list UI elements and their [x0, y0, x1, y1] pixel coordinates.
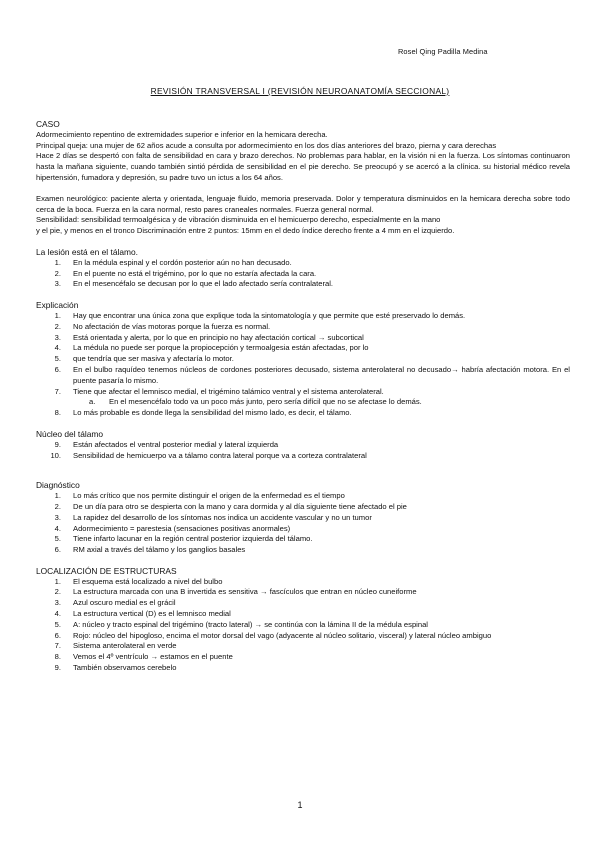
- section-heading-diagnostico: Diagnóstico: [36, 480, 80, 491]
- examen-paragraph: Examen neurológico: paciente alerta y orientada, lenguaje fluido, memoria preservada. Dolor y temperatura disminuidos en la hemicara derecha sobre todo cerca de la boca. Fuerza en la cara normal, resto pares craneales normales. Fuerza general normal.: [36, 193, 570, 214]
- caso-line-1: Adormecimiento repentino de extremidades superior e inferior en la hemicara derecha.: [36, 129, 328, 139]
- list-item: 5. que tendría que ser masiva y afectaría lo motor.: [54, 354, 234, 364]
- caso-line-3: Hace 2 días se despertó con falta de sensibilidad en cara y brazo derechos. No problemas para hablar, en la visión ni en la fuerza. Los síntomas continuaron hasta la mañana siguiente, cuando también sintió pérdida de sensibilidad en el pie derecho. Se preocupó y se acercó a la clínica. su historial médico revela hipertensión, fumadora y depresión, su padre tuvo un ictus a los 64 años.: [36, 151, 570, 182]
- list-item: 9. Están afectados el ventral posterior medial y lateral izquierda: [54, 439, 279, 449]
- list-item: 7. Sistema anterolateral en verde: [54, 641, 177, 651]
- list-item: 4. La estructura vertical (D) es el lemnisco medial: [54, 609, 231, 619]
- list-item: 4. Adormecimiento = parestesia (sensaciones positivas anormales): [54, 523, 291, 533]
- list-item: 5. A: núcleo y tracto espinal del trigémino (tracto lateral) → se continúa con la lámina II de la médula espinal: [54, 619, 428, 629]
- list-item: 3. Está orientada y alerta, por lo que en principio no hay afectación cortical → subcortical: [54, 332, 364, 342]
- document-title: REVISIÓN TRANSVERSAL I (REVISIÓN NEUROANATOMÍA SECCIONAL): [150, 86, 450, 96]
- localizacion-list: [36, 577, 570, 674]
- section-heading-localizacion: LOCALIZACIÓN DE ESTRUCTURAS: [36, 565, 177, 576]
- list-item: 8. Vemos el 4º ventrículo → estamos en el puente: [54, 652, 233, 662]
- section-heading-lesion: La lesión está en el tálamo.: [36, 246, 138, 257]
- list-item: 10. Sensibilidad de hemicuerpo va a tálamo contra lateral porque va a corteza contralateral: [50, 450, 367, 460]
- list-item: 7. Tiene que afectar el lemnisco medial, el trigémino talámico ventral y el sistema anterolateral.: [54, 386, 384, 396]
- list-item: 2. No afectación de vías motoras porque la fuerza es normal.: [54, 321, 271, 331]
- list-item: 3. La rapidez del desarrollo de los síntomas nos indica un accidente vascular y no un tumor: [54, 512, 372, 522]
- list-item: 3. Azul oscuro medial es el grácil: [54, 598, 176, 608]
- list-item: 9. También observamos cerebelo: [54, 663, 177, 673]
- list-item: 3. En el mesencéfalo se decusan por lo que el lado afectado sería contralateral.: [54, 279, 334, 289]
- sensibilidad-line: Sensibilidad: sensibilidad termoalgésica y de vibración disminuida en el hemicuerpo derecho, especialmente en la mano: [36, 215, 441, 225]
- list-item: 2. De un día para otro se despierta con la mano y cara dormida y al día siguiente tiene afectado el pie: [54, 501, 407, 511]
- nucleo-list: [36, 440, 570, 462]
- list-item: 6. RM axial a través del tálamo y los ganglios basales: [54, 545, 246, 555]
- list-item: 1. En la médula espinal y el cordón posterior aún no han decusado.: [54, 257, 292, 267]
- diagnostico-list: [36, 491, 570, 556]
- caso-line-2: Principal queja: una mujer de 62 años acude a consulta por adormecimiento en los dos días anteriores del brazo, pierna y cara derechas: [36, 140, 497, 150]
- document-body: [36, 119, 570, 674]
- author-name: Rosel Qing Padilla Medina: [398, 47, 488, 56]
- list-item: 4. La médula no puede ser porque la propiocepción y termoalgesia están afectadas, por lo: [54, 343, 369, 353]
- section-heading-caso: CASO: [36, 119, 60, 129]
- list-item: 1. Hay que encontrar una única zona que explique toda la sintomatología y que permite que esté preservado lo demás.: [54, 310, 466, 320]
- list-item: 1. El esquema está localizado a nivel del bulbo: [54, 576, 223, 586]
- list-subitem: a. En el mesencéfalo todo va un poco más junto, pero sería difícil que no se afectase lo demás.: [89, 397, 422, 407]
- list-item: 6. Rojo: núcleo del hipogloso, encima el motor dorsal del vago (adyacente al núcleo solitario, visceral) y lateral núcleo ambiguo: [54, 630, 492, 640]
- list-item: 2. En el puente no está el trigémino, por lo que no estaría afectada la cara.: [54, 268, 317, 278]
- list-item: 8. Lo más probable es donde llega la sensibilidad del mismo lado, es decir, el tálamo.: [54, 408, 352, 418]
- list-item: 2. La estructura marcada con una B invertida es sensitiva → fascículos que entran en núcleo cuneiforme: [54, 587, 417, 597]
- list-item: 1. Lo más crítico que nos permite distinguir el origen de la enfermedad es el tiempo: [54, 491, 345, 501]
- list-item: 5. Tiene infarto lacunar en la región central posterior izquierda del tálamo.: [54, 534, 313, 544]
- discriminacion-line: y el pie, y menos en el tronco Discriminación entre 2 puntos: 15mm en el dedo índice derecho frente a 4 mm en el izquierdo.: [36, 226, 455, 236]
- page-number: 1: [297, 800, 303, 810]
- explicacion-list: [36, 311, 570, 419]
- section-heading-explicacion: Explicación: [36, 300, 79, 311]
- lesion-list: [36, 258, 570, 290]
- section-heading-nucleo: Núcleo del tálamo: [36, 428, 104, 439]
- list-item: 6. En el bulbo raquídeo tenemos núcleos de cordones posteriores decusado, sistema anterolateral no decusado→ habría afectación motora. En el puente pasaría lo mismo.: [54, 364, 570, 385]
